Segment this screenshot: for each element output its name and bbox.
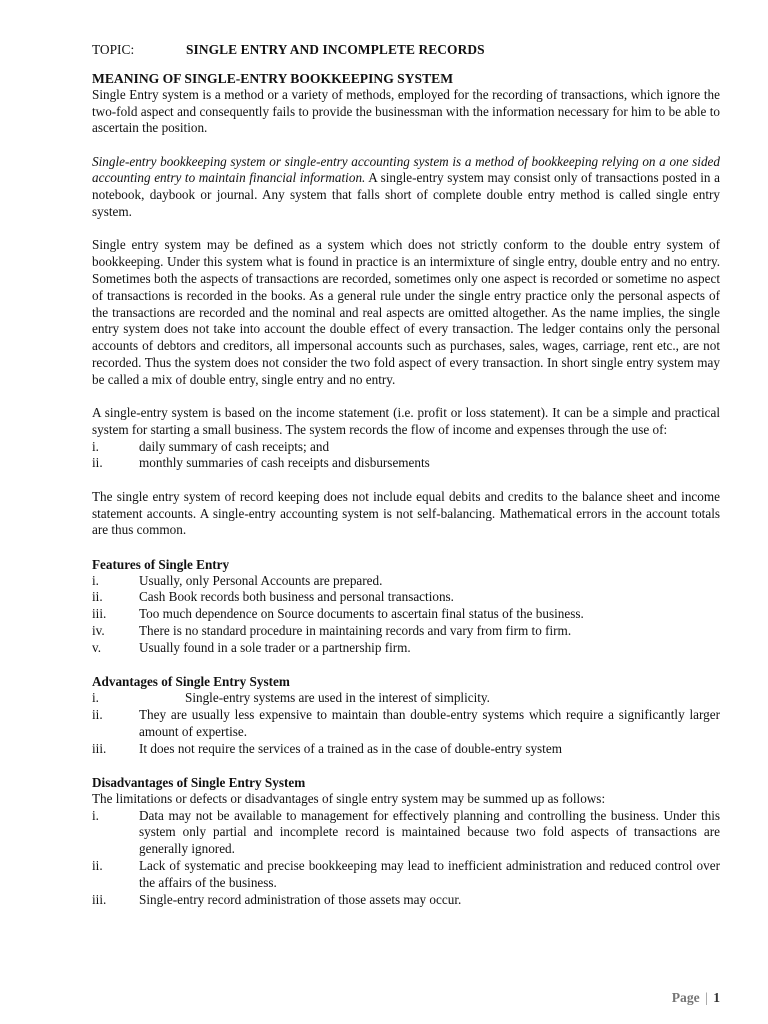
income-list: [92, 439, 720, 473]
list-item-text: They are usually less expensive to maintain than double-entry systems which require a significantly larger amount of expertise.: [139, 706, 720, 739]
list-item: [92, 741, 720, 758]
list-item-number: iii.: [92, 740, 107, 756]
features-list: [92, 573, 720, 657]
list-item: [92, 858, 720, 892]
list-item: [92, 892, 720, 909]
meaning-paragraph-1: Single Entry system is a method or a variety of methods, employed for the recording of transactions, which ignore the two-fold aspect and consequently fails to provide the businessman with the information necessary for him to be able to ascertain the position.: [92, 86, 720, 136]
list-item-number: ii.: [92, 589, 103, 605]
topic-label: TOPIC:: [92, 42, 135, 57]
list-item-text: Too much dependence on Source documents to ascertain final status of the business.: [139, 606, 584, 622]
list-item-number: ii.: [92, 706, 103, 722]
list-item-text: It does not require the services of a trained as in the case of double-entry system: [139, 740, 562, 756]
list-item-text: There is no standard procedure in maintaining records and vary from firm to firm.: [139, 623, 572, 639]
list-item-number: i.: [92, 807, 99, 823]
topic-title: SINGLE ENTRY AND INCOMPLETE RECORDS: [186, 42, 485, 57]
list-item: [92, 439, 720, 456]
list-item: [92, 690, 720, 707]
list-item-number: i.: [92, 438, 99, 454]
advantages-heading: Advantages of Single Entry System: [92, 674, 290, 690]
meaning-paragraph-4: A single-entry system is based on the income statement (i.e. profit or loss statement). It can be a simple and practical system for starting a small business. The system records the flow of income and expenses through the use of:: [92, 405, 720, 437]
list-item-number: iv.: [92, 623, 105, 639]
meaning-paragraph-2: [92, 154, 720, 221]
page-separator: |: [705, 990, 708, 1005]
list-item-number: iii.: [92, 606, 107, 622]
list-item: [92, 589, 720, 606]
page-footer: [672, 990, 720, 1006]
list-item-text: Usually found in a sole trader or a partnership firm.: [139, 639, 411, 655]
meaning-paragraph-3: Single entry system may be defined as a system which does not strictly conform to the double entry system of bookkeeping. Under this system what is found in practice is an intermixture of single entry, double entry and no entry. Sometimes both the aspects of transactions are recorded, sometimes only one aspect is recorded or sometime no aspect of transactions is recorded in the books. As a general rule under the single entry practice only the personal aspects of the transactions are recorded and the nominal and real aspects are omitted altogether. As the name implies, the single entry system does not take into account the double effect of every transaction. The ledger contains only the personal accounts of debtors and creditors, all impersonal accounts such as purchases, sales, wages, carriage, rent etc., are not recorded. Thus the system does not consider the two fold aspect of every transaction. In short single entry system may be called a mix of double entry, single entry and no entry.: [92, 237, 720, 387]
list-item-text: Lack of systematic and precise bookkeeping may lead to inefficient administration and reduced control over the affairs of the business.: [139, 857, 720, 890]
meaning-paragraph-5: The single entry system of record keeping does not include equal debits and credits to the balance sheet and income statement accounts. A single-entry accounting system is not self-balancing. Mathematical errors in the account totals are thus common.: [92, 488, 720, 538]
list-item-number: ii.: [92, 857, 103, 873]
list-item: [92, 606, 720, 623]
disadvantages-list: [92, 808, 720, 909]
list-item: [92, 623, 720, 640]
list-item-number: i.: [92, 690, 99, 706]
list-item: [92, 573, 720, 590]
document-body: [92, 42, 720, 908]
disadvantages-intro: The limitations or defects or disadvantages of single entry system may be summed up as follows:: [92, 790, 606, 806]
topic-line: [92, 42, 720, 59]
features-heading: Features of Single Entry: [92, 556, 230, 572]
list-item-text: Usually, only Personal Accounts are prepared.: [139, 572, 383, 588]
meaning-heading: MEANING OF SINGLE-ENTRY BOOKKEEPING SYSTEM: [92, 70, 454, 86]
list-item-text: Single-entry systems are used in the interest of simplicity.: [185, 690, 490, 706]
definition-italic: Single-entry bookkeeping system or single-entry accounting system is a method of bookkeeping relying on a one sided accounting entry to maintain financial information.: [92, 153, 720, 186]
list-item-number: ii.: [92, 455, 103, 471]
list-item-text: Data may not be available to management for effectively planning and controlling the business. Under this system only partial and incomplete record is maintained because two fold aspects of transactions are generally ignored.: [139, 807, 720, 857]
list-item: [92, 808, 720, 858]
advantages-list: [92, 690, 720, 757]
list-item: [92, 707, 720, 741]
list-item-number: v.: [92, 639, 102, 655]
list-item-text: Cash Book records both business and personal transactions.: [139, 589, 454, 605]
disadvantages-heading: Disadvantages of Single Entry System: [92, 774, 306, 790]
page-number: 1: [713, 990, 720, 1005]
list-item: [92, 640, 720, 657]
page-label: Page: [671, 990, 700, 1005]
list-item: [92, 455, 720, 472]
list-item-text: Single-entry record administration of those assets may occur.: [139, 891, 462, 907]
list-item-text: daily summary of cash receipts; and: [139, 438, 330, 454]
list-item-number: iii.: [92, 891, 107, 907]
list-item-number: i.: [92, 572, 99, 588]
list-item-text: monthly summaries of cash receipts and disbursements: [139, 455, 430, 471]
definition-rest: A single-entry system may consist only of transactions posted in a notebook, daybook or journal. Any system that falls short of complete double entry method is called single entry system.: [92, 170, 720, 220]
